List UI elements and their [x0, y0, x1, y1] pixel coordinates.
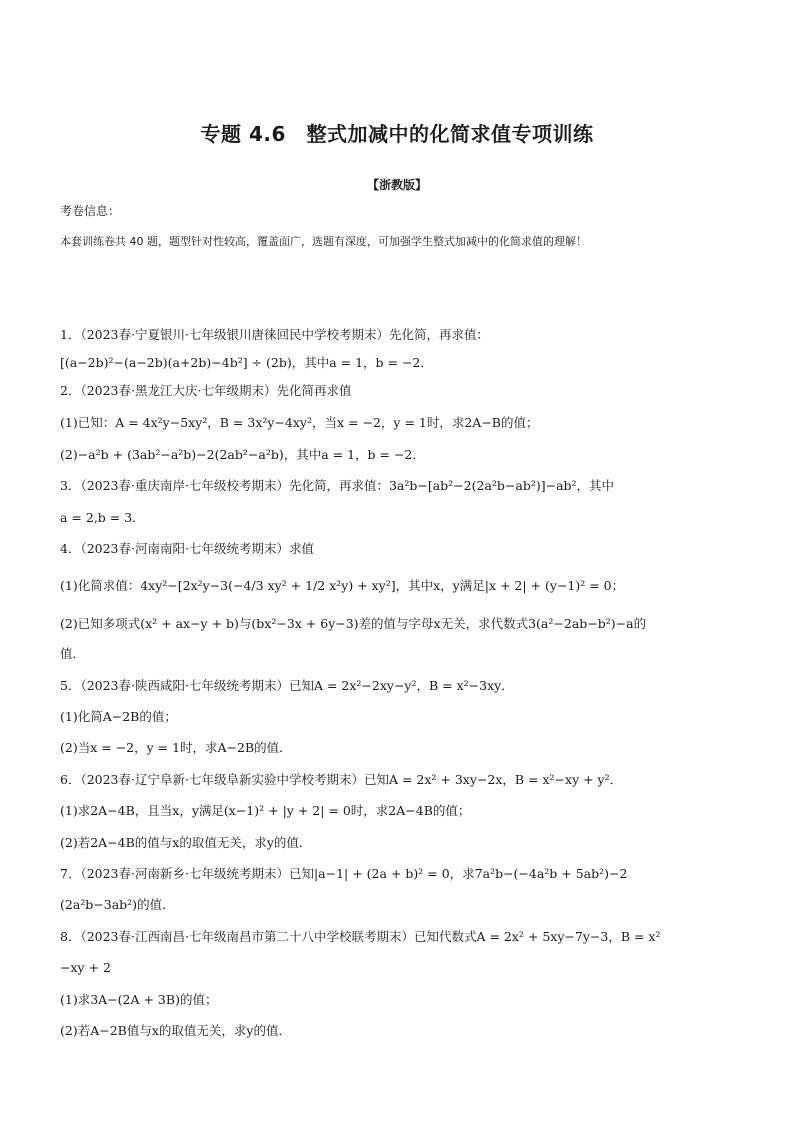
problem-line: 3．（2023春·重庆南岸·七年级校考期末）先化简，再求值：3a²b−[ab²−2(2a²b−ab²)]−ab²，其中 [60, 478, 615, 493]
problem-line: 5．（2023春·陕西咸阳·七年级统考期末）已知A = 2x²−2xy−y²，B = x²−3xy． [60, 678, 514, 693]
problem-line: (2a²b−3ab²)的值． [60, 897, 175, 912]
problem-line: (2)当x = −2，y = 1时，求A−2B的值． [60, 740, 292, 755]
problem-line: (1)化简求值：4xy²−[2x²y−3(−4/3 xy² + 1/2 x²y) + xy²]，其中x，y满足|x + 2| + (y−1)² = 0； [60, 578, 625, 593]
problem-line: 1．（2023春·宁夏银川·七年级银川唐徕回民中学校考期末）先化简，再求值： [60, 327, 489, 342]
problem-line: 值． [60, 646, 86, 661]
problem-line: (2)若A−2B值与x的取值无关，求y的值． [60, 1023, 291, 1038]
problem-line: 7．（2023春·河南新乡·七年级统考期末）已知|a−1| + (2a + b)² = 0，求7a²b−(−4a²b + 5ab²)−2 [60, 866, 628, 881]
problem-line: 4．（2023春·河南南阳·七年级统考期末）求值 [60, 541, 314, 556]
problem-line: 6．（2023春·辽宁阜新·七年级阜新实验中学校考期末）已知A = 2x² + 3xy−2x，B = x²−xy + y²． [60, 772, 623, 787]
problem-line: a = 2,b = 3． [60, 510, 145, 525]
problem-line: 8．（2023春·江西南昌·七年级南昌市第二十八中学校联考期末）已知代数式A = 2x² + 5xy−7y−3，B = x² [60, 929, 661, 944]
page-title: 专题 4.6 整式加减中的化简求值专项训练 [200, 122, 594, 146]
problem-line: (1)求3A−(2A + 3B)的值； [60, 992, 218, 1007]
problem-line: −xy + 2 [60, 960, 111, 975]
problem-line: (1)已知：A = 4x²y−5xy²，B = 3x²y−4xy²，当x = −2，y = 1时，求2A−B的值； [60, 415, 539, 430]
info-description: 本套训练卷共 40 题，题型针对性较高，覆盖面广，选题有深度，可加强学生整式加减中的化简求值的理解！ [60, 235, 587, 248]
problem-line: (2)−a²b + (3ab²−a²b)−2(2ab²−a²b)，其中a = 1，b = −2． [60, 447, 425, 462]
edition-label: 【浙教版】 [366, 178, 427, 192]
problem-line: 2．（2023春·黑龙江大庆·七年级期末）先化简再求值 [60, 383, 352, 398]
problem-line: [(a−2b)²−(a−2b)(a+2b)−4b²] ÷ (2b)，其中a = 1，b = −2． [60, 355, 433, 370]
problem-line: (1)化简A−2B的值； [60, 709, 177, 724]
problem-line: (2)若2A−4B的值与x的取值无关，求y的值． [60, 835, 312, 850]
problem-line: (1)求2A−4B，且当x，y满足(x−1)² + |y + 2| = 0时，求2A−4B的值； [60, 803, 471, 818]
problem-line: (2)已知多项式(x² + ax−y + b)与(bx²−3x + 6y−3)差的值与字母x无关，求代数式3(a²−2ab−b²)−a的 [60, 616, 647, 631]
info-heading: 考卷信息： [60, 204, 121, 218]
